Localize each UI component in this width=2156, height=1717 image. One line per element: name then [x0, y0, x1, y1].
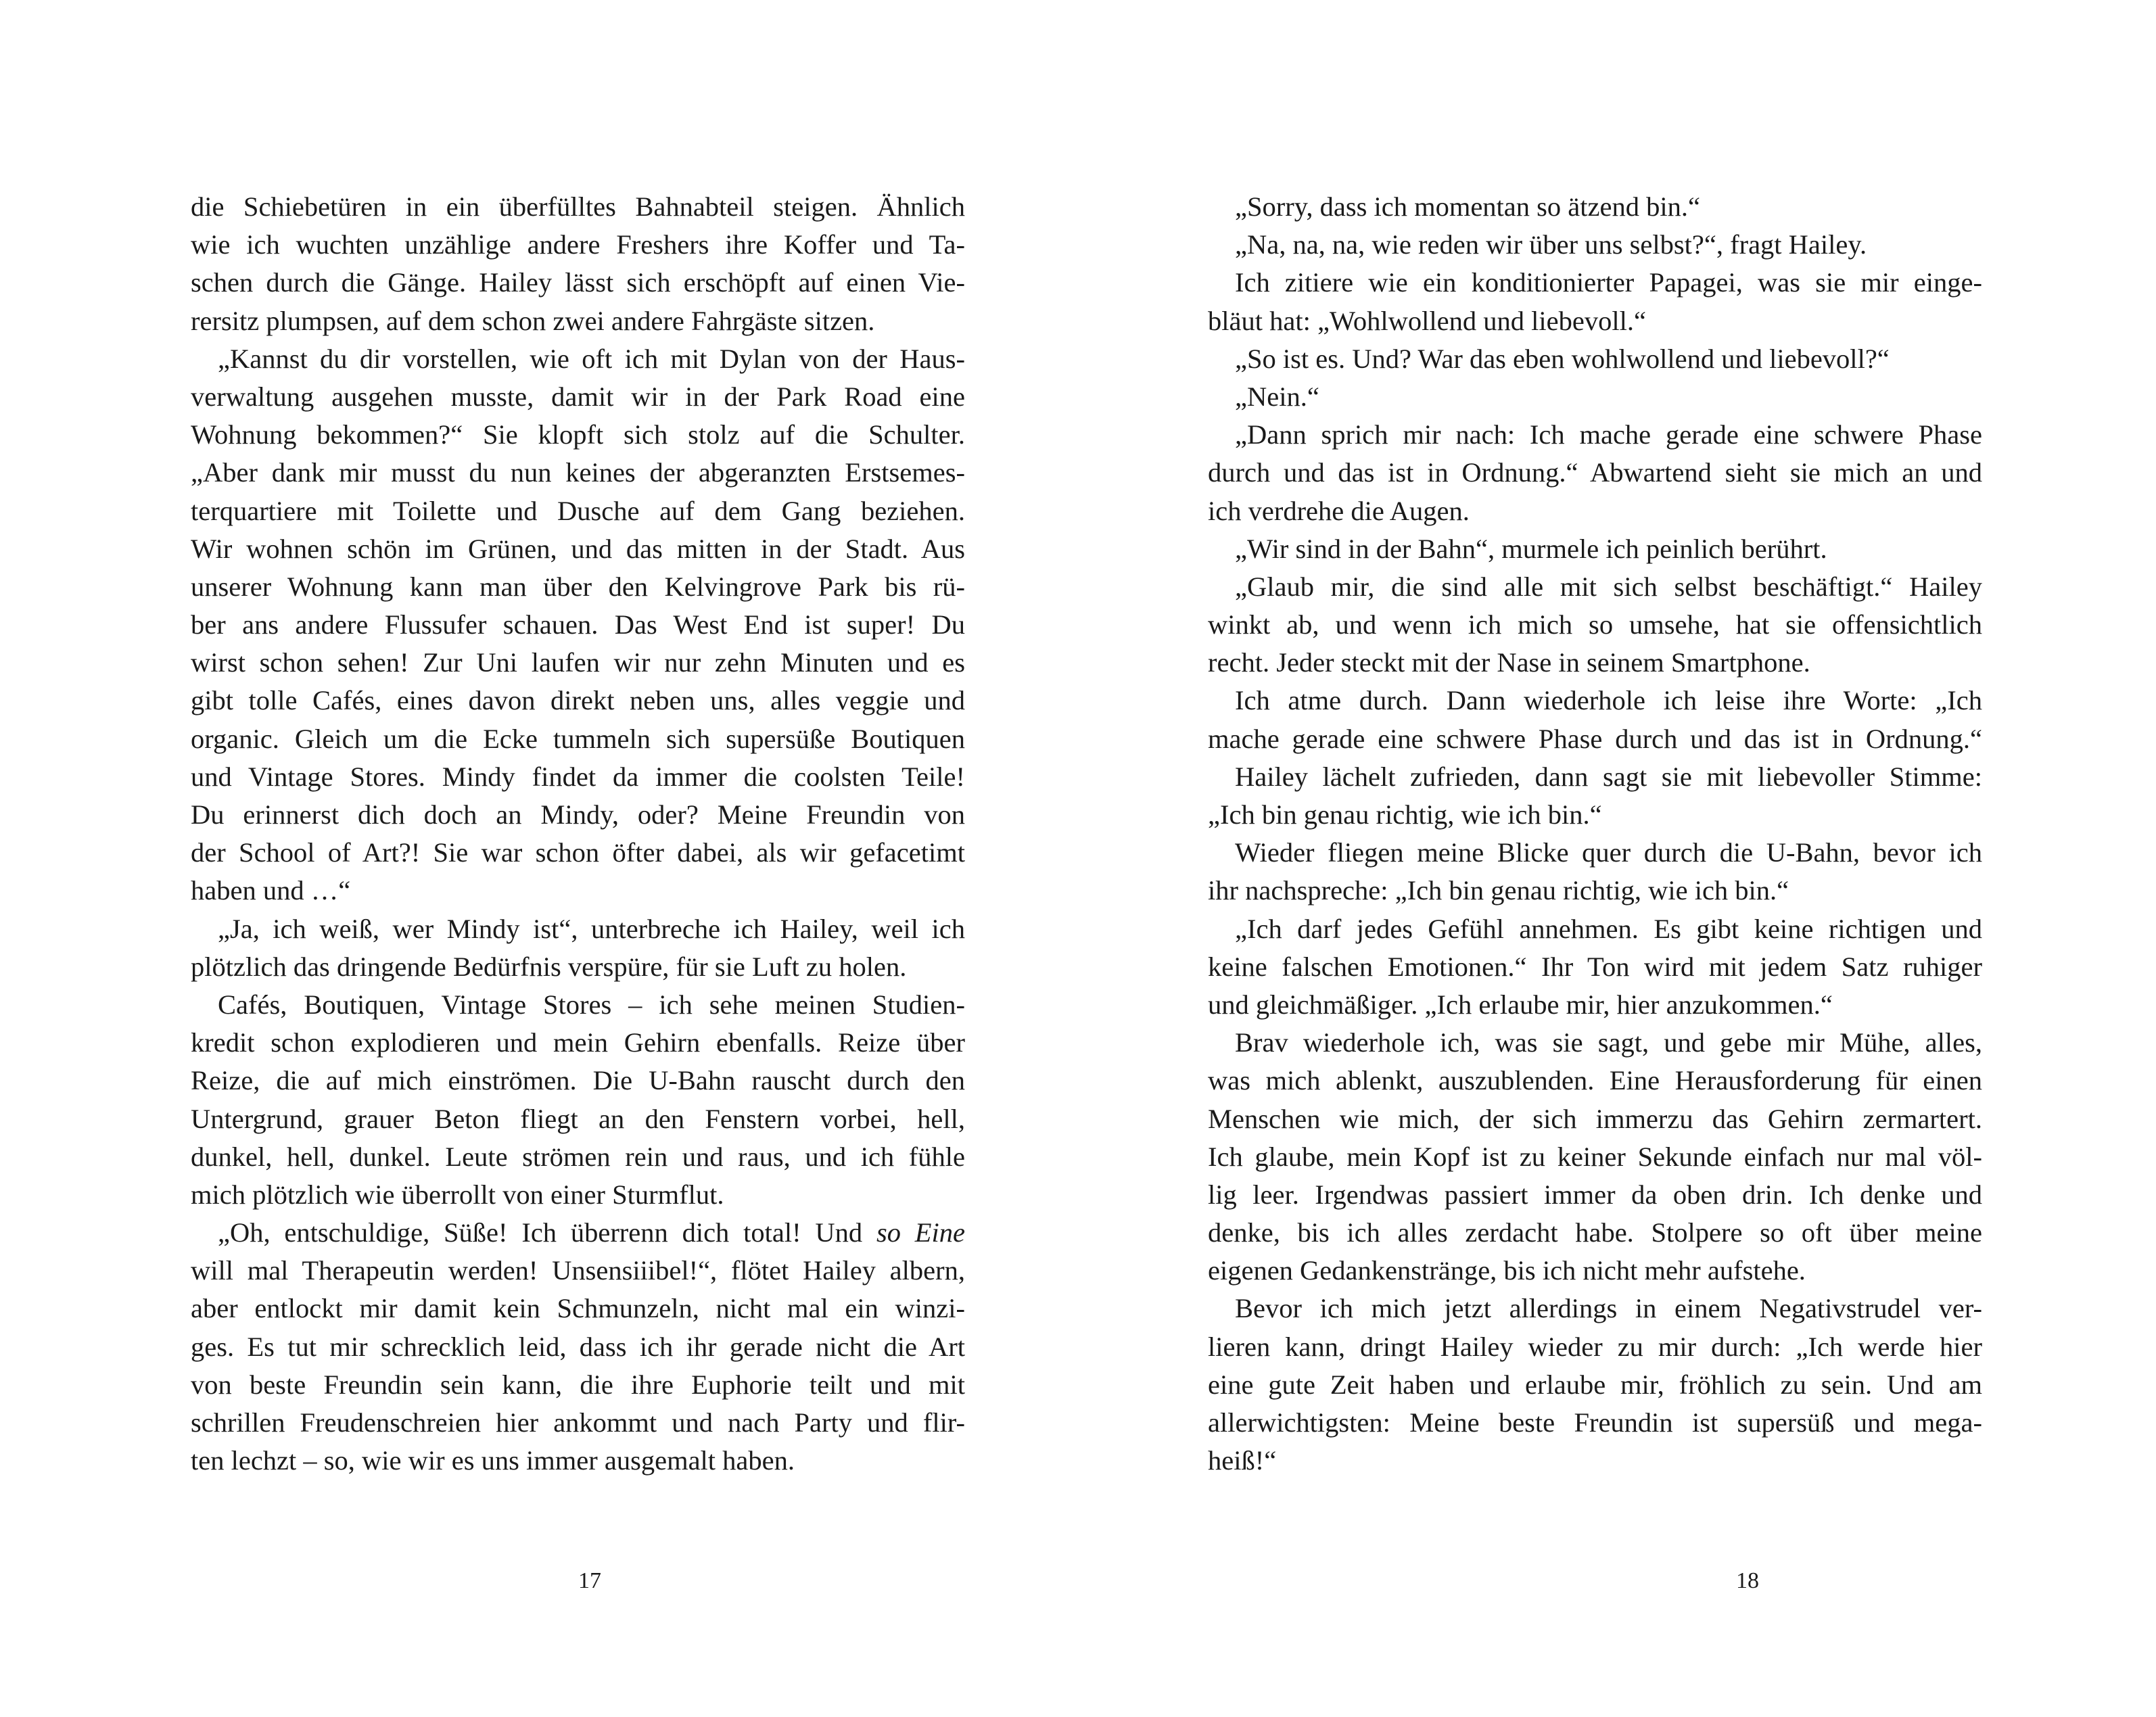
right-page-text — [1208, 188, 1982, 1480]
text-line: ber ans andere Flussufer schauen. Das West End ist super! Du — [191, 609, 965, 640]
text-line: und gleichmäßiger. „Ich erlaube mir, hier anzukommen.“ — [1208, 989, 1833, 1020]
text-line: lieren kann, dringt Hailey wieder zu mir durch: „Ich werde hier — [1208, 1331, 1982, 1362]
text-line: Bevor ich mich jetzt allerdings in einem Negativstrudel ver- — [1235, 1293, 1982, 1324]
text-line: „Sorry, dass ich momentan so ätzend bin.“ — [1235, 191, 1700, 222]
text-line: ges. Es tut mir schrecklich leid, dass ich ihr gerade nicht die Art — [191, 1331, 965, 1362]
text-line: mache gerade eine schwere Phase durch und das ist in Ordnung.“ — [1208, 723, 1982, 754]
text-line: Du erinnerst dich doch an Mindy, oder? Meine Freundin von — [191, 799, 965, 830]
text-line: unserer Wohnung kann man über den Kelvingrove Park bis rü- — [191, 571, 965, 602]
text-segment: „Oh, entschuldige, Süße! Ich überrenn dich total! Und — [218, 1217, 876, 1248]
text-line: eine gute Zeit haben und erlaube mir, fröhlich zu sein. Und am — [1208, 1369, 1982, 1400]
text-line — [191, 1214, 965, 1252]
text-line: „Nein.“ — [1235, 381, 1319, 412]
text-line: „Ich darf jedes Gefühl annehmen. Es gibt keine richtigen und — [1235, 913, 1982, 944]
text-line: durch und das ist in Ordnung.“ Abwartend sieht sie mich an und — [1208, 457, 1982, 488]
text-line: und Vintage Stores. Mindy findet da immer die coolsten Teile! — [191, 761, 965, 792]
text-line: terquartiere mit Toilette und Dusche auf dem Gang beziehen. — [191, 495, 965, 526]
text-line: rersitz plumpsen, auf dem schon zwei andere Fahrgäste sitzen. — [191, 305, 875, 336]
text-line: lig leer. Irgendwas passiert immer da oben drin. Ich denke und — [1208, 1179, 1982, 1210]
text-line: der School of Art?! Sie war schon öfter dabei, als wir gefacetimt — [191, 837, 965, 868]
text-line: „Na, na, na, wie reden wir über uns selbst?“, fragt Hailey. — [1235, 229, 1867, 260]
page-number: 17 — [578, 1568, 601, 1593]
text-line: mich plötzlich wie überrollt von einer Sturmflut. — [191, 1179, 724, 1210]
text-line: schrillen Freudenschreien hier ankommt und nach Party und flir- — [191, 1407, 965, 1438]
text-line: von beste Freundin sein kann, die ihre Euphorie teilt und mit — [191, 1369, 965, 1400]
text-line: Ich zitiere wie ein konditionierter Papagei, was sie mir einge- — [1235, 267, 1982, 298]
text-line: Wir wohnen schön im Grünen, und das mitten in der Stadt. Aus — [191, 533, 965, 564]
text-line: plötzlich das dringende Bedürfnis verspüre, für sie Luft zu holen. — [191, 951, 907, 982]
text-line: keine falschen Emotionen.“ Ihr Ton wird mit jedem Satz ruhiger — [1208, 951, 1982, 982]
text-line: Wieder fliegen meine Blicke quer durch die U-Bahn, bevor ich — [1235, 837, 1982, 868]
text-line: denke, bis ich alles zerdacht habe. Stolpere so oft über meine — [1208, 1217, 1982, 1248]
text-line: aber entlockt mir damit kein Schmunzeln, nicht mal ein winzi- — [191, 1293, 965, 1324]
text-line: will mal Therapeutin werden! Unsensiiibel!“, flötet Hailey albern, — [191, 1255, 965, 1286]
text-line: Hailey lächelt zufrieden, dann sagt sie mit liebevoller Stimme: — [1235, 761, 1982, 792]
text-line: ten lechzt – so, wie wir es uns immer ausgemalt haben. — [191, 1445, 795, 1476]
text-line: haben und …“ — [191, 875, 351, 906]
text-line: „Kannst du dir vorstellen, wie oft ich mit Dylan von der Haus- — [218, 343, 965, 374]
text-line: verwaltung ausgehen musste, damit wir in der Park Road eine — [191, 381, 965, 412]
page-number: 18 — [1736, 1568, 1759, 1593]
text-line: „Ja, ich weiß, wer Mindy ist“, unterbreche ich Hailey, weil ich — [218, 913, 965, 944]
text-line: die Schiebetüren in ein überfülltes Bahnabteil steigen. Ähnlich — [191, 191, 965, 222]
text-line: wie ich wuchten unzählige andere Freshers ihre Koffer und Ta- — [191, 229, 965, 260]
text-line: dunkel, hell, dunkel. Leute strömen rein und raus, und ich fühle — [191, 1141, 965, 1172]
text-line: „Ich bin genau richtig, wie ich bin.“ — [1208, 799, 1602, 830]
text-line: eigenen Gedankenstränge, bis ich nicht mehr aufstehe. — [1208, 1255, 1806, 1286]
text-line: Brav wiederhole ich, was sie sagt, und gebe mir Mühe, alles, — [1235, 1027, 1982, 1058]
text-line: Untergrund, grauer Beton fliegt an den Fenstern vorbei, hell, — [191, 1103, 965, 1134]
text-line: gibt tolle Cafés, eines davon direkt neben uns, alles veggie und — [191, 685, 965, 716]
emphasis-text: so Eine — [876, 1217, 965, 1248]
text-line: heiß!“ — [1208, 1445, 1277, 1476]
text-line: Ich atme durch. Dann wiederhole ich leise ihre Worte: „Ich — [1235, 685, 1982, 716]
text-line: Menschen wie mich, der sich immerzu das Gehirn zermartert. — [1208, 1103, 1982, 1134]
text-line: Ich glaube, mein Kopf ist zu keiner Sekunde einfach nur mal völ- — [1208, 1141, 1982, 1172]
text-line: was mich ablenkt, auszublenden. Eine Herausforderung für einen — [1208, 1065, 1982, 1096]
text-line: Wohnung bekommen?“ Sie klopft sich stolz auf die Schulter. — [191, 419, 965, 450]
text-line: Reize, die auf mich einströmen. Die U-Bahn rauscht durch den — [191, 1065, 965, 1096]
text-line: „Aber dank mir musst du nun keines der abgeranzten Erstsemes- — [191, 457, 965, 488]
text-line: bläut hat: „Wohlwollend und liebevoll.“ — [1208, 305, 1646, 336]
text-line: „Glaub mir, die sind alle mit sich selbst beschäftigt.“ Hailey — [1235, 571, 1982, 602]
text-line: Cafés, Boutiquen, Vintage Stores – ich sehe meinen Studien- — [218, 989, 965, 1020]
text-line: winkt ab, und wenn ich mich so umsehe, hat sie offensichtlich — [1208, 609, 1982, 640]
text-line: ihr nachspreche: „Ich bin genau richtig, wie ich bin.“ — [1208, 875, 1789, 906]
text-line: ich verdrehe die Augen. — [1208, 495, 1470, 526]
text-line: „So ist es. Und? War das eben wohlwollend und liebevoll?“ — [1235, 343, 1890, 374]
text-line: kredit schon explodieren und mein Gehirn ebenfalls. Reize über — [191, 1027, 965, 1058]
text-line: schen durch die Gänge. Hailey lässt sich erschöpft auf einen Vie- — [191, 267, 965, 298]
text-line: „Wir sind in der Bahn“, murmele ich peinlich berührt. — [1235, 533, 1827, 564]
text-line: wirst schon sehen! Zur Uni laufen wir nur zehn Minuten und es — [191, 647, 965, 678]
text-line: organic. Gleich um die Ecke tummeln sich supersüße Boutiquen — [191, 723, 965, 754]
right-page — [1078, 0, 2156, 1717]
text-line: allerwichtigsten: Meine beste Freundin ist supersüß und mega- — [1208, 1407, 1982, 1438]
text-line: recht. Jeder steckt mit der Nase in seinem Smartphone. — [1208, 647, 1810, 678]
left-page-text — [191, 188, 965, 1480]
text-line: „Dann sprich mir nach: Ich mache gerade eine schwere Phase — [1235, 419, 1982, 450]
